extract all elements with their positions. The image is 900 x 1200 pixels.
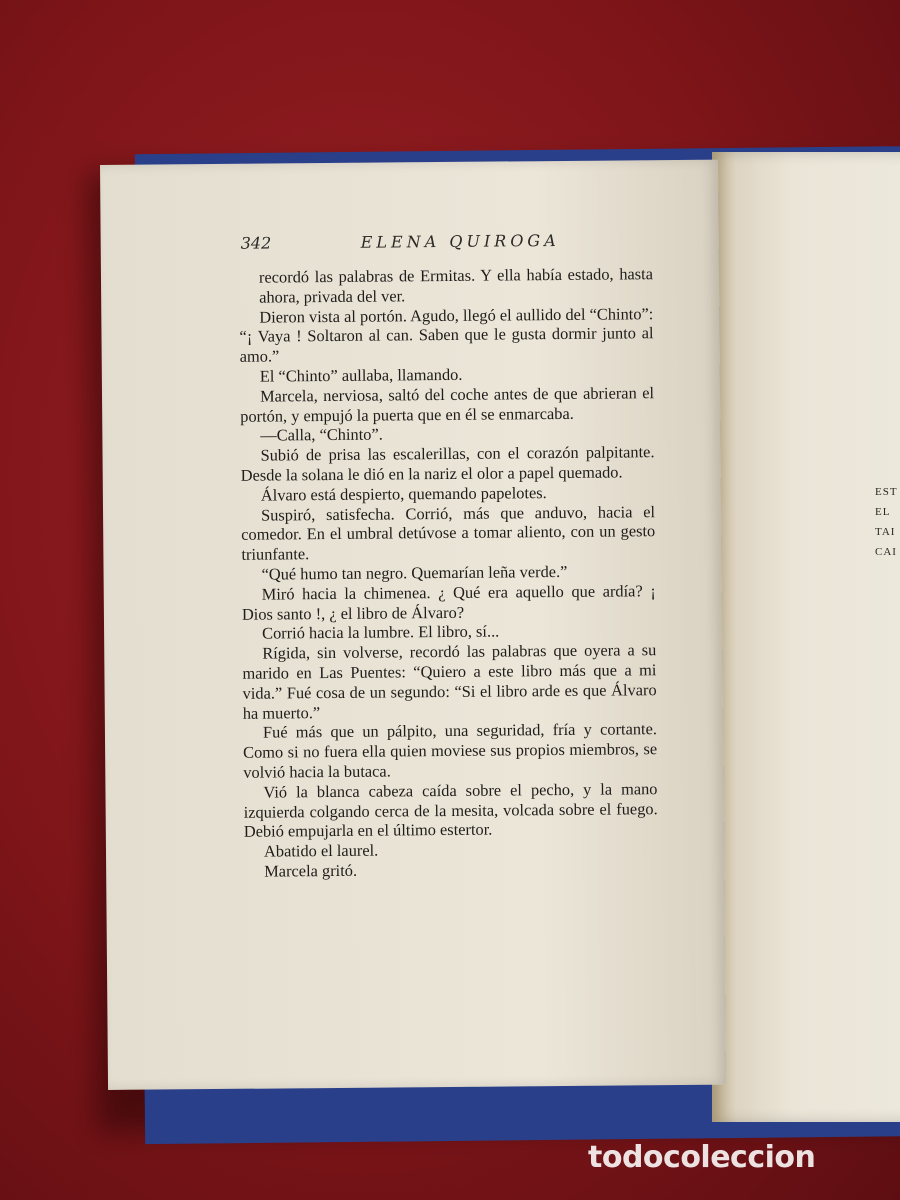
page-number: 342: [240, 233, 272, 253]
paragraph: Álvaro está despierto, quemando papelotes.: [260, 482, 547, 505]
left-page: [100, 160, 726, 1090]
paragraph: El “Chinto” aullaba, llamando.: [259, 364, 463, 386]
paragraph: Subió de prisa las escalerillas, con el corazón palpitante. Desde la solana le dió en la nariz el olor a papel quemado.: [240, 442, 655, 485]
paragraph: Miró hacia la chimenea. ¿ Qué era aquello que ardía? ¡ Dios santo !, ¿ el libro de Álvaro?: [241, 580, 656, 624]
watermark: todocoleccion: [588, 1140, 816, 1175]
right-fragment-line: CAI: [875, 546, 897, 558]
paragraph: recordó las palabras de Ermitas. Y ella había estado, hasta ahora, privada del ver.: [258, 264, 654, 307]
page-header: [241, 230, 651, 258]
paragraph: Dieron vista al portón. Agudo, llegó el aullido del “Chinto”: “¡ Vaya ! Soltaron al can. Saben que le gusta dormir junto al amo.”: [239, 303, 654, 366]
paragraph: Corrió hacia la lumbre. El libro, sí...: [262, 621, 500, 643]
right-fragment-line: EL: [875, 506, 891, 518]
page-text: [239, 264, 658, 881]
paragraph: —Calla, “Chinto”.: [260, 424, 383, 445]
paragraph: Rígida, sin volverse, recordó las palabras que oyera a su marido en Las Puentes: “Quiero a este libro más que a mi vida.” Fué cosa de un segundo: “Si el libro arde es que Álvaro ha muerto.”: [242, 640, 657, 723]
right-page: [712, 152, 900, 1122]
paragraph: Marcela, nerviosa, saltó del coche antes de que abrieran el portón, y empujó la puerta que en él se enmarcaba.: [240, 382, 655, 426]
right-page-text-fragments: [875, 482, 898, 562]
right-fragment-line: EST: [875, 486, 898, 498]
running-head: ELENA QUIROGA: [360, 230, 560, 252]
paragraph: Suspiró, satisfecha. Corrió, más que anduvo, hacia el comedor. En el umbral detúvose a tomar aliento, con un gesto triunfante.: [241, 501, 656, 564]
paragraph: Fué más que un pálpito, una seguridad, fría y cortante. Como si no fuera ella quien moviese sus propios miembros, se volvió hacia la butaca.: [243, 719, 658, 782]
right-fragment-line: TAI: [875, 526, 896, 538]
paragraph: “Qué humo tan negro. Quemarían leña verde.”: [261, 561, 568, 584]
paragraph: Marcela gritó.: [264, 860, 358, 881]
paragraph: Abatido el laurel.: [263, 840, 379, 861]
paragraph: Vió la blanca cabeza caída sobre el pecho, y la mano izquierda colgando cerca de la mesita, volcada sobre el fuego. Debió empujarla en el último estertor.: [243, 778, 658, 842]
